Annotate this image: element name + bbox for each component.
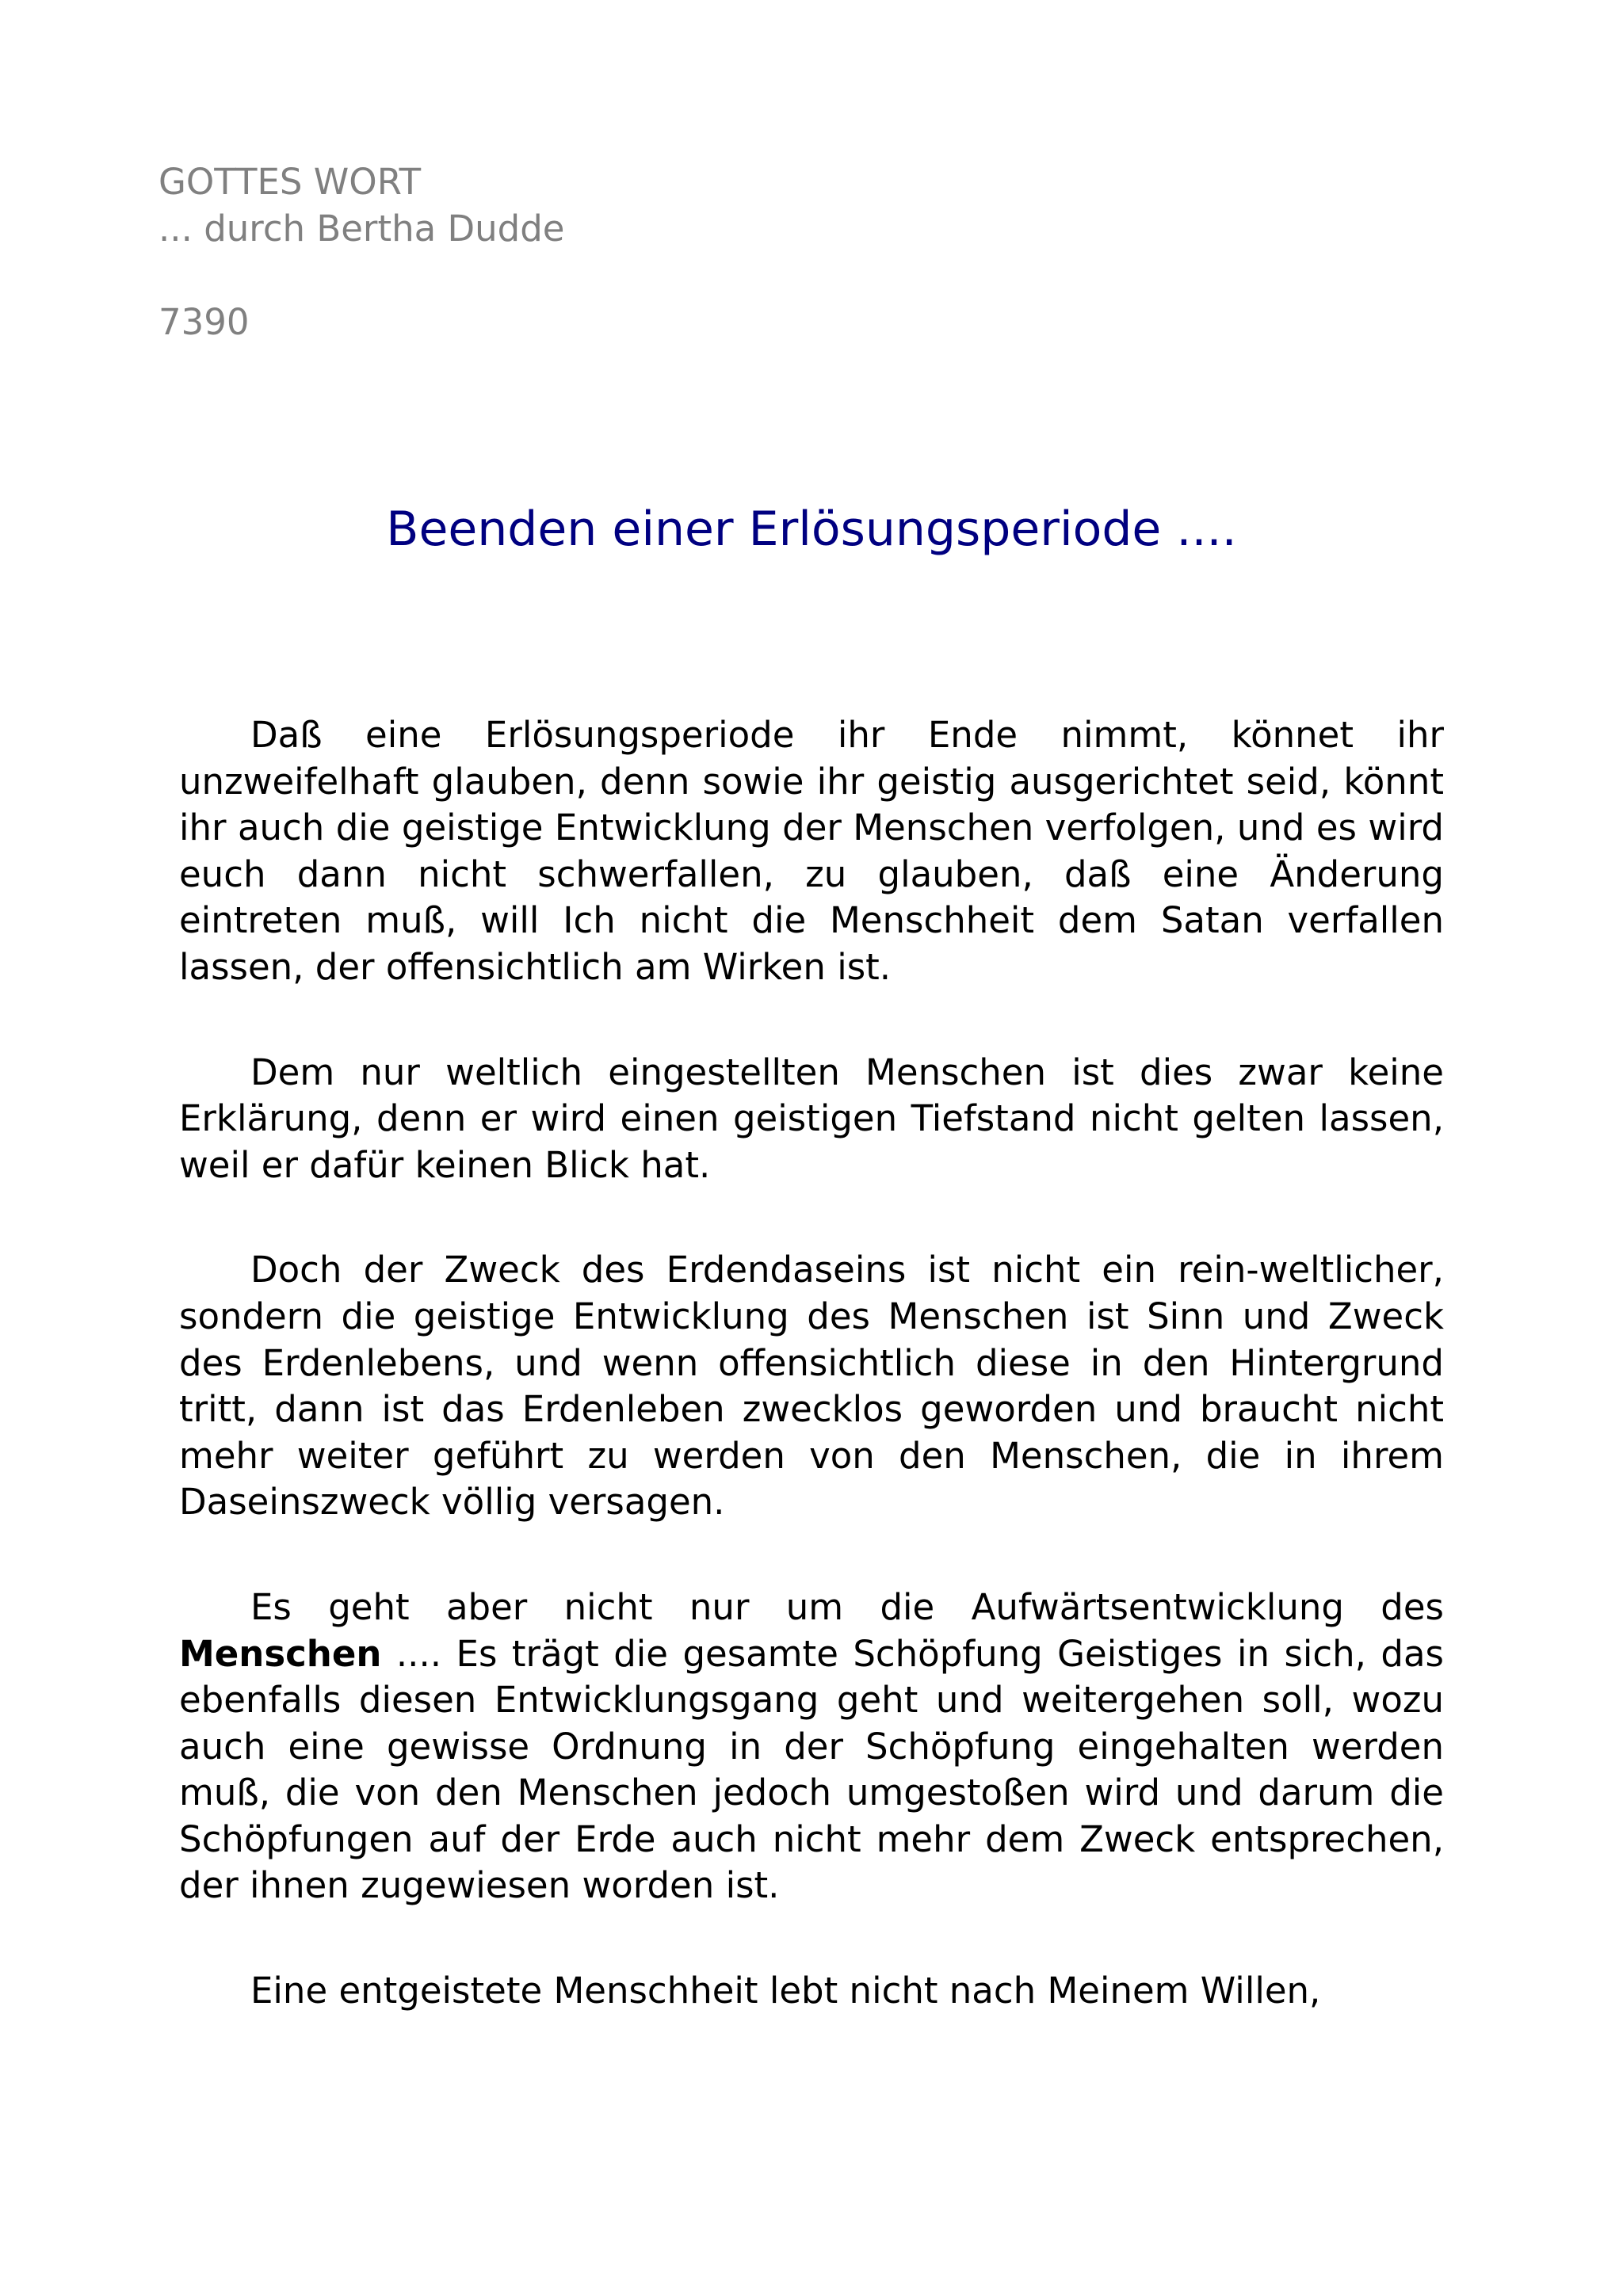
paragraph-1: Daß eine Erlösungsperiode ihr Ende nimmt, könnet ihr unzweifelhaft glauben, denn sowie ihr geistig ausgerichtet seid, könnt ihr auch die geistige Entwicklung der Menschen verfolgen, und es wird euch dann nicht schwerfallen, zu glauben, daß eine Änderung eintreten muß, will Ich nicht die Menschheit dem Satan verfallen lassen, der offensichtlich am Wirken ist. [179, 714, 1444, 988]
page-title: Beenden einer Erlösungsperiode .... [386, 502, 1237, 557]
paragraph-5: Eine entgeistete Menschheit lebt nicht nach Meinem Willen, [250, 1970, 1321, 2012]
series-title: GOTTES WORT [158, 161, 422, 203]
paragraph-4-part-1: Es geht aber nicht nur um die Aufwärtsentwicklung des [250, 1585, 1444, 1628]
emphasized-word: Menschen [179, 1632, 382, 1675]
paragraph-3: Doch der Zweck des Erdendaseins ist nicht ein rein-weltlicher, sondern die geistige Entwicklung des Menschen ist Sinn und Zweck des Erdenlebens, und wenn offensichtlich diese in den Hintergrund tritt, dann ist das Erdenleben zwecklos geworden und braucht nicht mehr weiter geführt zu werden von den Menschen, die in ihrem Daseinszweck völlig versagen. [179, 1249, 1444, 1524]
paragraph-4-part-2: .... Es trägt die gesamte Schöpfung Geistiges in sich, das ebenfalls diesen Entwicklungsgang geht und weitergehen soll, wozu auch eine gewisse Ordnung in der Schöpfung eingehalten werden muß, die von den Menschen jedoch umgestoßen wird und darum die Schöpfungen auf der Erde auch nicht mehr dem Zweck entsprechen, der ihnen zugewiesen worden ist. [179, 1632, 1444, 1907]
body-text [179, 712, 1444, 2073]
author-line: ... durch Bertha Dudde [158, 208, 565, 250]
document-number: 7390 [158, 301, 250, 343]
paragraph-2: Dem nur weltlich eingestellten Menschen ist dies zwar keine Erklärung, denn er wird einen geistigen Tiefstand nicht gelten lassen, weil er dafür keinen Blick hat. [179, 1051, 1444, 1186]
document-header [158, 158, 564, 345]
paragraph-4 [179, 1585, 1444, 1909]
